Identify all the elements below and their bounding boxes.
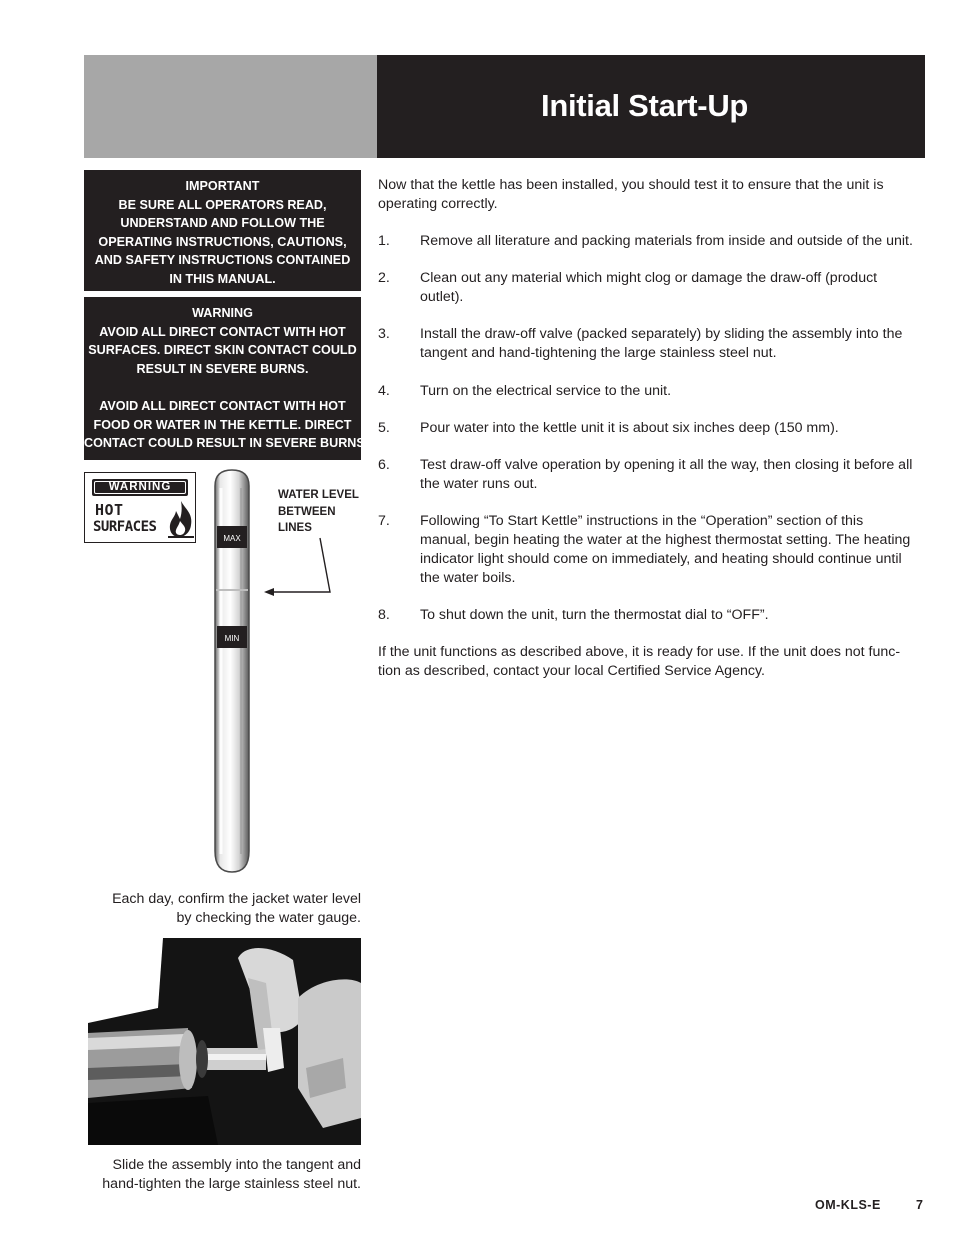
- page-title: Initial Start-Up: [541, 88, 749, 123]
- warning-line: SURFACES. DIRECT SKIN CONTACT COULD: [88, 343, 357, 358]
- step-item: [378, 606, 930, 625]
- step-number: 7.: [378, 513, 390, 530]
- step-text: Pour water into the kettle unit it is about six inches deep (150 mm).: [420, 419, 839, 436]
- step-text: Remove all literature and packing materials from inside and outside of the unit.: [420, 233, 913, 250]
- step-item: [378, 456, 930, 494]
- intro-paragraph: [378, 176, 930, 214]
- step-number: 1.: [378, 233, 390, 250]
- step-text: the water boils.: [420, 569, 516, 586]
- warning-line: AVOID ALL DIRECT CONTACT WITH HOT: [99, 398, 346, 413]
- caption-line: Each day, confirm the jacket water level: [112, 891, 361, 907]
- important-line: AND SAFETY INSTRUCTIONS CONTAINED: [94, 253, 351, 268]
- important-notice-box: [84, 170, 361, 291]
- instructions-body: [378, 176, 930, 699]
- warning-notice-box: [84, 297, 369, 460]
- gauge-min-label: MIN: [224, 634, 240, 643]
- header-gray-band: [84, 55, 377, 158]
- step-item: [378, 269, 930, 307]
- warning-line: WARNING: [192, 306, 253, 320]
- warning-line: FOOD OR WATER IN THE KETTLE. DIRECT: [93, 417, 352, 432]
- sign-surfaces-text: SURFACES: [93, 519, 157, 535]
- step-text: Install the draw-off valve (packed separately) by sliding the assembly into the: [420, 326, 903, 343]
- step-text: indicator light should come on immediately, and heating should continue until: [420, 550, 902, 567]
- important-line: IN THIS MANUAL.: [169, 271, 276, 286]
- draw-off-valve-photo: [88, 938, 361, 1145]
- step-number: 4.: [378, 382, 390, 399]
- caption-line: Slide the assembly into the tangent and: [112, 1157, 361, 1173]
- document-code: OM-KLS-E: [815, 1198, 881, 1212]
- step-number: 5.: [378, 419, 390, 436]
- step-text: Clean out any material which might clog or damage the draw-off (product: [420, 270, 878, 287]
- sign-warning-text: WARNING: [94, 481, 186, 494]
- text-line: tion as described, contact your local Certified Service Agency.: [378, 663, 765, 680]
- important-line: OPERATING INSTRUCTIONS, CAUTIONS,: [98, 234, 347, 249]
- page-number: 7: [916, 1198, 923, 1212]
- flame-icon: [167, 499, 195, 539]
- step-item: [378, 419, 930, 438]
- gauge-max-label: MAX: [223, 534, 241, 543]
- step-item: [378, 232, 930, 251]
- callout-arrow: [260, 530, 340, 600]
- step-text: tangent and hand-tightening the large stainless steel nut.: [420, 345, 777, 362]
- text-line: operating correctly.: [378, 195, 498, 212]
- step-number: 3.: [378, 326, 390, 343]
- step-text: Test draw-off valve operation by opening it all the way, then closing it before all: [420, 457, 913, 474]
- caption-line: hand-tighten the large stainless steel nut.: [102, 1176, 361, 1192]
- warning-line: RESULT IN SEVERE BURNS.: [136, 361, 309, 376]
- text-line: Now that the kettle has been installed, you should test it to ensure that the unit is: [378, 177, 884, 193]
- sign-warning-banner: [92, 479, 188, 496]
- step-item: [378, 512, 930, 587]
- step-text: To shut down the unit, turn the thermostat dial to “OFF”.: [420, 606, 769, 623]
- important-line: UNDERSTAND AND FOLLOW THE: [120, 216, 325, 231]
- important-line: IMPORTANT: [185, 179, 260, 193]
- sign-hot-text: HOT: [95, 501, 124, 519]
- water-gauge-illustration: [205, 466, 265, 876]
- important-line: BE SURE ALL OPERATORS READ,: [118, 197, 327, 212]
- step-number: 6.: [378, 457, 390, 474]
- photo-caption: [102, 1156, 361, 1194]
- step-item: [378, 325, 930, 363]
- step-text: Following “To Start Kettle” instructions in the “Operation” section of this: [420, 513, 864, 530]
- step-number: 8.: [378, 606, 390, 623]
- caption-line: by checking the water gauge.: [176, 910, 361, 926]
- text-line: If the unit functions as described above, it is ready for use. If the unit does not func-: [378, 644, 901, 661]
- gauge-caption: [112, 890, 361, 928]
- warning-line: CONTACT COULD RESULT IN SEVERE BURNS.: [84, 436, 369, 451]
- hot-surfaces-warning-sign: [84, 472, 196, 543]
- closing-paragraph: [378, 643, 930, 681]
- callout-line: BETWEEN: [278, 505, 336, 518]
- step-number: 2.: [378, 270, 390, 287]
- step-text: manual, begin heating the water at the highest thermostat setting. The heating: [420, 532, 911, 549]
- warning-line: AVOID ALL DIRECT CONTACT WITH HOT: [99, 324, 346, 339]
- callout-line: WATER LEVEL: [278, 489, 359, 501]
- step-item: [378, 382, 930, 401]
- callout-line: LINES: [278, 522, 312, 534]
- step-text: the water runs out.: [420, 475, 538, 492]
- step-text: Turn on the electrical service to the unit.: [420, 382, 672, 399]
- step-text: outlet).: [420, 289, 464, 306]
